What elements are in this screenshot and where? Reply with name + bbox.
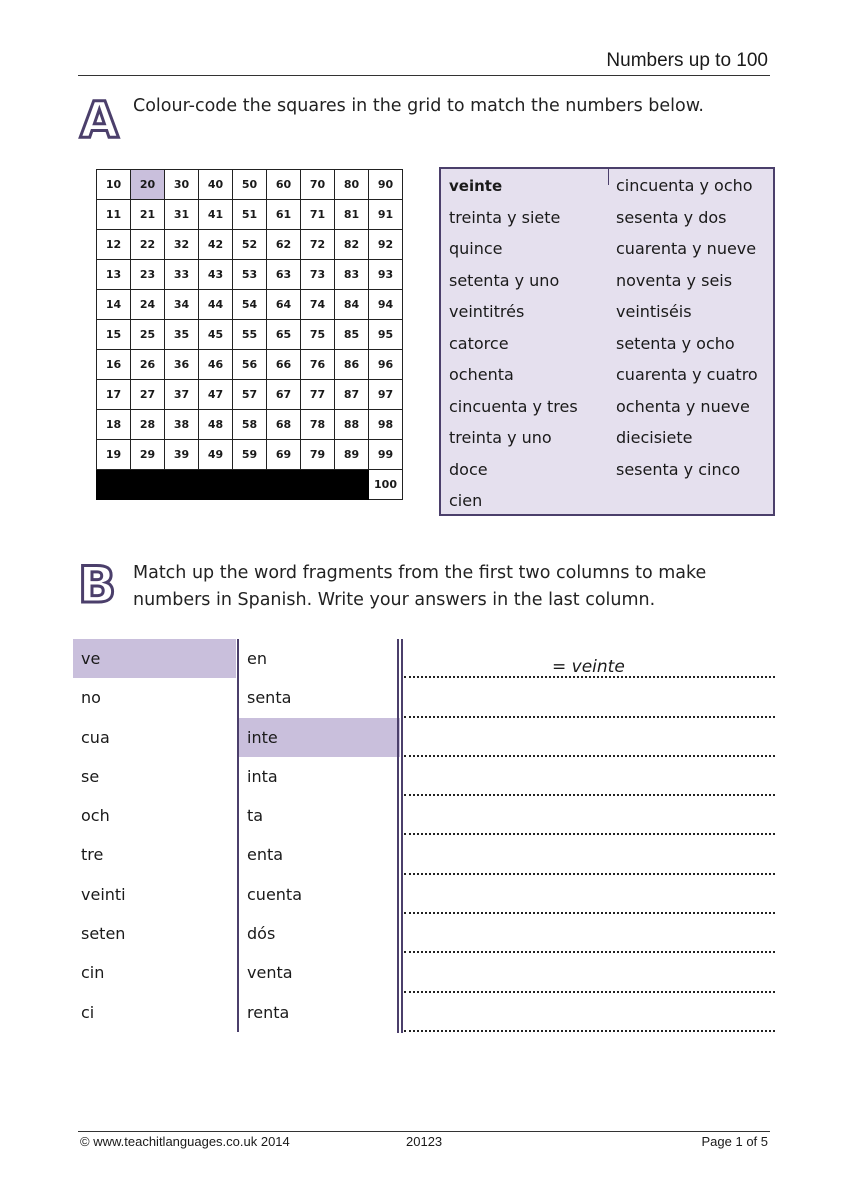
answer-line[interactable] [404, 796, 775, 835]
grid-cell[interactable]: 77 [301, 380, 335, 410]
footer-page: Page 1 of 5 [701, 1134, 768, 1149]
word-box-divider [608, 169, 609, 185]
grid-cell[interactable]: 18 [97, 410, 131, 440]
fragment-item: ve [73, 639, 236, 678]
grid-cell[interactable]: 54 [233, 290, 267, 320]
word-item: cincuenta y ocho [616, 176, 753, 195]
grid-cell[interactable]: 32 [165, 230, 199, 260]
answer-line[interactable] [404, 875, 775, 914]
fragment-item: inta [247, 766, 278, 786]
grid-cell[interactable]: 38 [165, 410, 199, 440]
grid-cell[interactable]: 66 [267, 350, 301, 380]
section-a-letter: A [80, 91, 119, 149]
footer-code: 20123 [406, 1134, 443, 1149]
grid-cell[interactable]: 50 [233, 170, 267, 200]
fragment-item: enta [247, 845, 284, 865]
grid-cell[interactable]: 83 [335, 260, 369, 290]
fragment-item: venta [247, 963, 293, 983]
word-item: cien [449, 491, 483, 510]
grid-black-filler [97, 470, 369, 500]
grid-cell[interactable]: 56 [233, 350, 267, 380]
example-answer [552, 657, 625, 677]
grid-cell[interactable]: 59 [233, 440, 267, 470]
fragment-item: ta [247, 806, 264, 826]
grid-cell[interactable]: 52 [233, 230, 267, 260]
grid-cell[interactable]: 100 [369, 470, 403, 500]
grid-cell[interactable]: 61 [267, 200, 301, 230]
word-item: ochenta y nueve [616, 396, 750, 416]
grid-cell[interactable]: 84 [335, 290, 369, 320]
word-item: veintiséis [616, 302, 692, 321]
fragment-item: cin [81, 963, 105, 983]
grid-cell[interactable]: 73 [301, 260, 335, 290]
fragment-item: se [81, 766, 100, 786]
grid-cell[interactable]: 68 [267, 410, 301, 440]
grid-cell[interactable]: 80 [335, 170, 369, 200]
word-item: treinta y siete [449, 207, 561, 227]
grid-row [97, 350, 403, 380]
grid-cell[interactable]: 34 [165, 290, 199, 320]
word-item: cuarenta y cuatro [616, 365, 758, 384]
word-list-left [449, 175, 578, 522]
grid-cell[interactable]: 16 [97, 350, 131, 380]
fragment-item: no [81, 688, 101, 708]
grid-cell[interactable]: 15 [97, 320, 131, 350]
fragment-item: cua [81, 727, 110, 747]
grid-cell[interactable]: 24 [131, 290, 165, 320]
grid-cell[interactable]: 76 [301, 350, 335, 380]
number-grid [96, 169, 403, 500]
section-b-instruction-line1: Match up the word fragments from the first two columns to make [133, 563, 707, 583]
grid-row [97, 380, 403, 410]
grid-cell[interactable]: 37 [165, 380, 199, 410]
grid-cell[interactable]: 26 [131, 350, 165, 380]
header-rule [78, 75, 770, 76]
grid-cell[interactable]: 46 [199, 350, 233, 380]
fragment-item: renta [247, 1002, 290, 1022]
grid-cell[interactable]: 36 [165, 350, 199, 380]
grid-cell[interactable]: 95 [369, 320, 403, 350]
word-item: setenta y ocho [616, 333, 735, 353]
grid-cell[interactable]: 31 [165, 200, 199, 230]
grid-cell[interactable]: 19 [97, 440, 131, 470]
grid-row [97, 410, 403, 440]
answer-line[interactable] [404, 914, 775, 953]
grid-cell[interactable]: 10 [97, 170, 131, 200]
grid-cell[interactable]: 81 [335, 200, 369, 230]
grid-cell[interactable]: 63 [267, 260, 301, 290]
example-answer-word: veinte [571, 657, 625, 677]
grid-cell[interactable]: 60 [267, 170, 301, 200]
section-b-instruction [133, 560, 706, 614]
word-box [439, 167, 775, 516]
fragment-item: veinti [81, 884, 126, 904]
page-title: Numbers up to 100 [606, 50, 768, 71]
grid-cell[interactable]: 71 [301, 200, 335, 230]
grid-cell[interactable]: 74 [301, 290, 335, 320]
answer-line[interactable] [404, 953, 775, 992]
grid-cell[interactable]: 27 [131, 380, 165, 410]
fragment-item: senta [247, 688, 292, 708]
grid-cell[interactable]: 86 [335, 350, 369, 380]
grid-cell[interactable]: 85 [335, 320, 369, 350]
grid-cell[interactable]: 11 [97, 200, 131, 230]
grid-cell[interactable]: 82 [335, 230, 369, 260]
answer-column [404, 639, 775, 1032]
word-item: sesenta y cinco [616, 459, 741, 479]
grid-cell[interactable]: 62 [267, 230, 301, 260]
word-item: treinta y uno [449, 428, 552, 447]
example-answer-prefix: = [552, 657, 572, 677]
answer-line[interactable] [404, 835, 775, 874]
column-divider-left [397, 639, 399, 1033]
grid-cell[interactable]: 65 [267, 320, 301, 350]
fragment-item: ci [81, 1002, 95, 1022]
grid-cell[interactable]: 48 [199, 410, 233, 440]
grid-cell[interactable]: 49 [199, 440, 233, 470]
word-item: sesenta y dos [616, 207, 727, 227]
grid-cell[interactable]: 42 [199, 230, 233, 260]
grid-cell[interactable]: 23 [131, 260, 165, 290]
word-item: cuarenta y nueve [616, 239, 757, 258]
word-item: veinte [449, 177, 503, 195]
answer-line[interactable] [404, 993, 775, 1032]
grid-cell[interactable]: 89 [335, 440, 369, 470]
grid-cell[interactable]: 47 [199, 380, 233, 410]
section-a-instruction: Colour-code the squares in the grid to match the numbers below. [133, 96, 704, 116]
word-item: doce [449, 459, 488, 479]
fragment-item: inte [239, 718, 400, 757]
grid-cell[interactable]: 72 [301, 230, 335, 260]
grid-cell[interactable]: 98 [369, 410, 403, 440]
grid-cell[interactable]: 14 [97, 290, 131, 320]
grid-cell[interactable]: 90 [369, 170, 403, 200]
fragment-item: cuenta [247, 884, 302, 904]
word-item: diecisiete [616, 428, 693, 447]
grid-row [97, 170, 403, 200]
grid-cell[interactable]: 20 [131, 170, 165, 200]
grid-cell[interactable]: 25 [131, 320, 165, 350]
fragment-column-2 [237, 639, 400, 1032]
grid-cell[interactable]: 30 [165, 170, 199, 200]
fragment-item: dós [247, 924, 276, 944]
fragment-item: seten [81, 924, 126, 944]
grid-cell[interactable]: 45 [199, 320, 233, 350]
word-list-right [616, 175, 758, 490]
grid-cell[interactable]: 53 [233, 260, 267, 290]
grid-cell[interactable]: 69 [267, 440, 301, 470]
grid-cell[interactable]: 92 [369, 230, 403, 260]
word-item: noventa y seis [616, 270, 733, 290]
grid-cell[interactable]: 58 [233, 410, 267, 440]
grid-cell[interactable]: 28 [131, 410, 165, 440]
section-b-letter: B [78, 556, 117, 614]
grid-cell[interactable]: 75 [301, 320, 335, 350]
grid-cell[interactable]: 21 [131, 200, 165, 230]
grid-cell[interactable]: 87 [335, 380, 369, 410]
grid-cell[interactable]: 91 [369, 200, 403, 230]
word-item: cincuenta y tres [449, 396, 578, 416]
grid-cell[interactable]: 35 [165, 320, 199, 350]
answer-line[interactable] [404, 718, 775, 757]
grid-cell[interactable]: 96 [369, 350, 403, 380]
grid-cell[interactable]: 51 [233, 200, 267, 230]
grid-cell[interactable]: 93 [369, 260, 403, 290]
grid-cell[interactable]: 55 [233, 320, 267, 350]
section-b-instruction-line2: numbers in Spanish. Write your answers in the last column. [133, 590, 656, 610]
word-item: catorce [449, 333, 509, 353]
grid-row [97, 320, 403, 350]
fragment-item: och [81, 806, 110, 826]
word-item: setenta y uno [449, 270, 560, 290]
fragment-item: en [247, 649, 267, 668]
footer-copyright: © www.teachitlanguages.co.uk 2014 [80, 1134, 290, 1149]
grid-cell[interactable]: 67 [267, 380, 301, 410]
grid-cell[interactable]: 39 [165, 440, 199, 470]
grid-cell[interactable]: 57 [233, 380, 267, 410]
grid-cell[interactable]: 94 [369, 290, 403, 320]
grid-row [97, 290, 403, 320]
grid-row [97, 470, 403, 500]
grid-cell[interactable]: 41 [199, 200, 233, 230]
grid-cell[interactable]: 78 [301, 410, 335, 440]
grid-cell[interactable]: 88 [335, 410, 369, 440]
grid-cell[interactable]: 40 [199, 170, 233, 200]
grid-row [97, 230, 403, 260]
grid-cell[interactable]: 64 [267, 290, 301, 320]
answer-line[interactable] [404, 757, 775, 796]
grid-row [97, 260, 403, 290]
fragment-column-1 [73, 639, 236, 1032]
grid-cell[interactable]: 70 [301, 170, 335, 200]
grid-cell[interactable]: 33 [165, 260, 199, 290]
answer-line[interactable] [404, 639, 775, 678]
grid-cell[interactable]: 29 [131, 440, 165, 470]
word-item: quince [449, 239, 503, 258]
grid-cell[interactable]: 97 [369, 380, 403, 410]
grid-row [97, 200, 403, 230]
grid-cell[interactable]: 17 [97, 380, 131, 410]
grid-cell[interactable]: 22 [131, 230, 165, 260]
grid-row [97, 440, 403, 470]
grid-cell[interactable]: 12 [97, 230, 131, 260]
footer-rule [78, 1131, 770, 1132]
grid-cell[interactable]: 79 [301, 440, 335, 470]
word-item: veintitrés [449, 302, 525, 321]
grid-cell[interactable]: 43 [199, 260, 233, 290]
column-divider-right [401, 639, 403, 1033]
word-item: ochenta [449, 365, 514, 384]
answer-line[interactable] [404, 678, 775, 717]
fragment-item: tre [81, 845, 104, 865]
grid-cell[interactable]: 99 [369, 440, 403, 470]
grid-cell[interactable]: 44 [199, 290, 233, 320]
grid-cell[interactable]: 13 [97, 260, 131, 290]
